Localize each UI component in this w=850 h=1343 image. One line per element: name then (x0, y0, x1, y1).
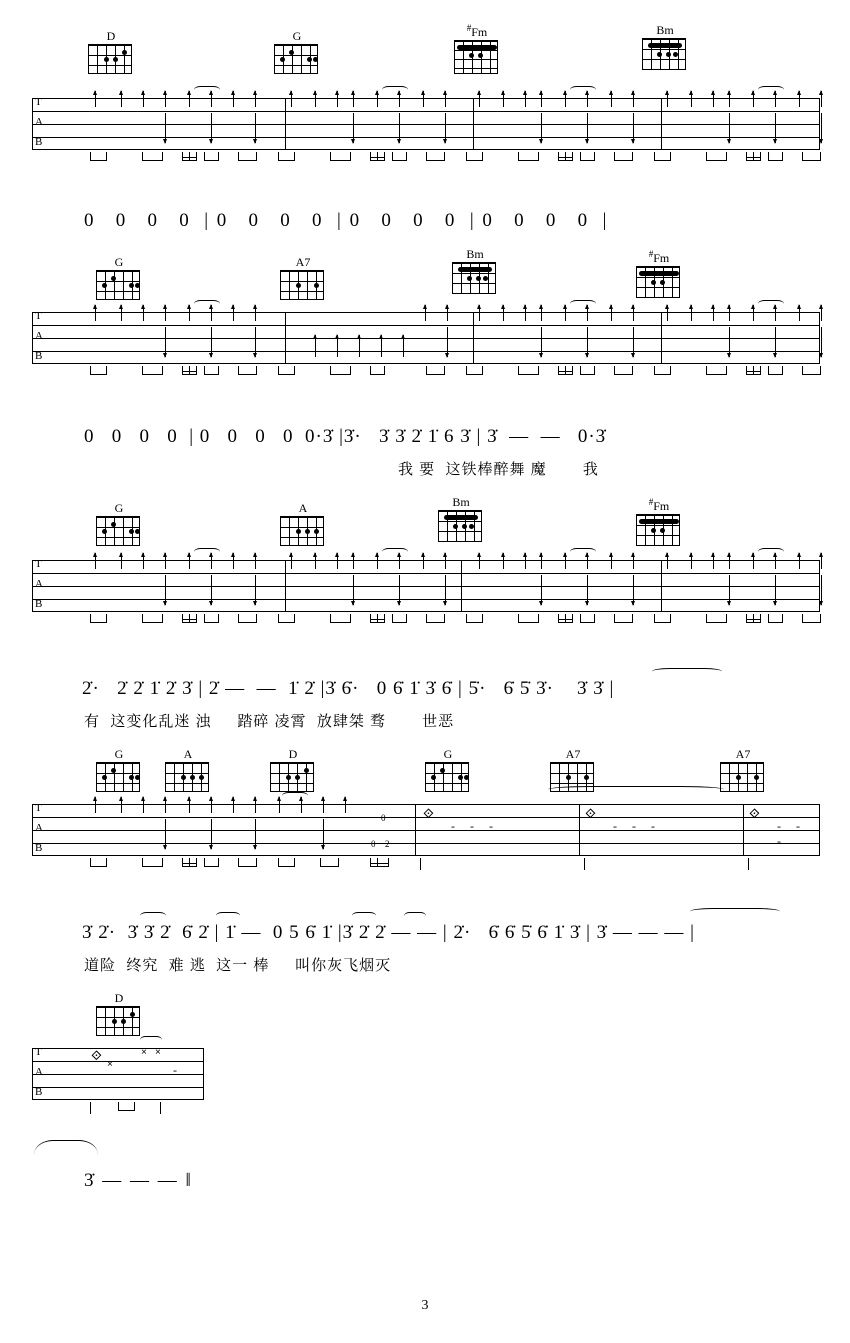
chord-diagram-d (270, 748, 316, 792)
chord-diagram-g (425, 748, 471, 792)
page-number: 3 (421, 1298, 429, 1313)
notation-row-3: 2̇· 2̇ 2̇ 1̇ 2̇ 3̇ | 2̇ — — 1̇ 2̇ |3̇ 6̇· 0 6̇ 1̇ 3̇ 6̇ | 5̇· 6̇ 5̇ 3̇· 3̇ 3̇ | (82, 678, 615, 699)
chord-diagram-fsharpm (636, 496, 682, 546)
chord-name: A (183, 747, 193, 761)
chord-grid (280, 516, 324, 546)
chord-grid (96, 516, 140, 546)
chord-name: D (106, 29, 116, 43)
rhythm-beams (32, 366, 820, 382)
chord-diagram-a (280, 502, 326, 546)
chord-name: D (114, 991, 124, 1005)
slur (140, 912, 166, 920)
phrase-tie (34, 1140, 98, 1169)
chord-name: A7 (565, 747, 581, 761)
chord-name: G (114, 747, 124, 761)
chord-name: #Fm (648, 497, 670, 513)
fret-number: 0 (381, 813, 386, 823)
chord-name: A7 (295, 255, 311, 269)
arpeggio-icon: 𞢊 (91, 1047, 102, 1065)
arpeggio-icon: 𞢊 (749, 805, 760, 823)
slur (194, 300, 220, 308)
chord-name: #Fm (466, 23, 488, 39)
chord-grid (96, 762, 140, 792)
notation-row-4: 3̇ 2̇· 3̇ 3̇ 2̇ 6̇ 2̇ | 1̇ — 0 5 6̇ 1̇ |3̇ 2̇ 2̇ — — | 2̇· 6̇ 6̇ 5̇ 6̇ 1̇ 3̇ | 3̇ — — — | (82, 922, 695, 943)
chord-diagram-a7 (720, 748, 766, 792)
chord-diagram-a7 (280, 256, 326, 300)
tab-staff (32, 560, 820, 612)
slur (352, 912, 376, 920)
lyrics-row-4: 道险 终究 难 逃 这一 棒 叫你灰飞烟灭 (84, 957, 392, 974)
arpeggio-icon: 𞢊 (423, 805, 434, 823)
slur (382, 548, 408, 556)
tab-clef: T A B (35, 96, 43, 148)
lyrics-row-2: 我 要 这铁棒醉舞 魔 我 (398, 461, 599, 478)
chord-grid (96, 1006, 140, 1036)
mute-x-icon: × (107, 1059, 113, 1070)
slur (404, 912, 426, 920)
tab-staff (32, 98, 820, 150)
slur (570, 86, 596, 94)
mute-x-icon: × (141, 1047, 147, 1058)
chord-name: G (114, 255, 124, 269)
slur (570, 300, 596, 308)
chord-diagram-fsharpm (636, 248, 682, 298)
chord-name: D (288, 747, 298, 761)
slur (282, 792, 308, 800)
chord-name: G (443, 747, 453, 761)
chord-name: Bm (656, 23, 674, 37)
sustain-dashes: - - - (613, 819, 661, 833)
phrase-tie (548, 786, 724, 793)
tab-staff (32, 312, 820, 364)
chord-name: #Fm (648, 249, 670, 265)
chord-grid (636, 514, 680, 546)
chord-grid (452, 262, 496, 294)
notation-row-5: 3̇ — — — ‖ (84, 1170, 193, 1191)
slur (570, 548, 596, 556)
tab-clef: T A B (35, 558, 43, 610)
sustain-dashes: - (173, 1063, 183, 1077)
mute-x-icon: × (155, 1047, 161, 1058)
chord-name: G (114, 501, 124, 515)
tab-clef: T A B (35, 310, 43, 362)
slur (194, 86, 220, 94)
chord-name: A (298, 501, 308, 515)
rhythm-beams (32, 614, 820, 630)
lyrics-row-3: 有 这变化乱迷 浊 踏碎 凌霄 放肆桀 骛 世恶 (84, 713, 455, 730)
sustain-dashes: - - - (777, 819, 806, 848)
sustain-dashes: - - - (451, 819, 499, 833)
chord-name: Bm (452, 495, 470, 509)
tab-clef: T A B (35, 802, 43, 854)
slur (140, 1036, 162, 1044)
chord-diagram-g (96, 502, 142, 546)
chord-name: A7 (735, 747, 751, 761)
chord-diagram-bm (438, 496, 484, 542)
chord-grid (720, 762, 764, 792)
chord-name: G (292, 29, 302, 43)
tab-system-5 (0, 0, 193, 1191)
chord-grid (270, 762, 314, 792)
tab-staff (32, 804, 820, 856)
chord-diagram-a (165, 748, 211, 792)
notation-row-2: 0 0 0 0 | 0 0 0 0 0·3̇ |3̇· 3̇ 3̇ 2̇ 1̇ 6 3̇ | 3̇ — — 0·3̇ (84, 426, 607, 447)
fret-number: 2 (385, 839, 390, 849)
chord-grid (165, 762, 209, 792)
notation-row-1: 0 0 0 0 | 0 0 0 0 | 0 0 0 0 | 0 0 0 0 | (84, 210, 609, 231)
chord-grid (280, 270, 324, 300)
chord-grid (96, 270, 140, 300)
slur (758, 300, 784, 308)
chord-diagram-g (96, 748, 142, 792)
tab-clef: T A B (35, 1046, 43, 1098)
slur (758, 86, 784, 94)
chord-name: Bm (466, 247, 484, 261)
phrase-tie (652, 668, 722, 675)
chord-grid (636, 266, 680, 298)
chord-grid (425, 762, 469, 792)
phrase-tie (690, 908, 780, 915)
slur (758, 548, 784, 556)
slur (194, 548, 220, 556)
slur (216, 912, 240, 920)
chord-diagram-g (96, 256, 142, 300)
rhythm-beams (32, 152, 820, 168)
arpeggio-icon: 𞢊 (585, 805, 596, 823)
tab-staff (32, 1048, 204, 1100)
rhythm-beams (32, 1102, 204, 1118)
fret-number: 0 (371, 839, 376, 849)
chord-diagram-bm (452, 248, 498, 294)
slur (382, 86, 408, 94)
rhythm-beams (32, 858, 820, 874)
chord-diagram-d (96, 992, 142, 1036)
chord-grid (438, 510, 482, 542)
